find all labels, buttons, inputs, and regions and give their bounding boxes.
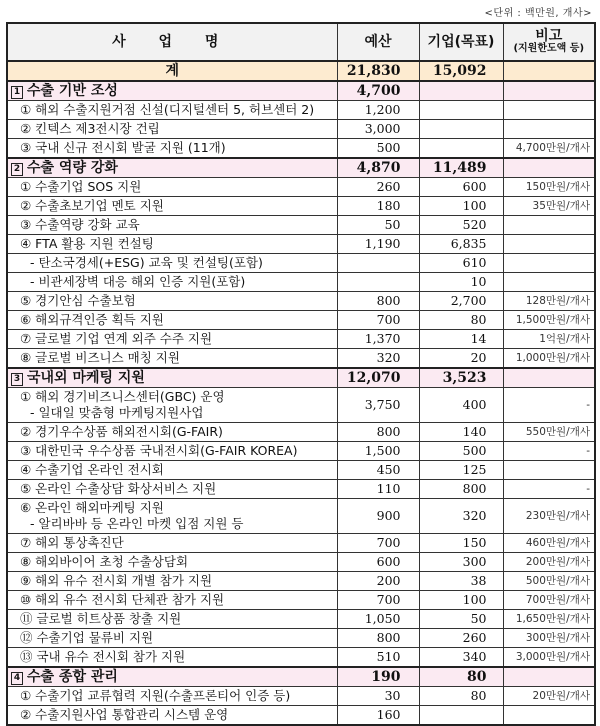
item-name-text: ② 수출초보기업 멘토 지원 — [20, 198, 164, 213]
item-name-text: ⑫ 수출기업 물류비 지원 — [20, 630, 154, 645]
total-label: 계 — [7, 61, 337, 81]
item-note — [503, 254, 595, 273]
item-name-text: ② 경기우수상품 해외전시회(G-FAIR) — [20, 424, 223, 439]
item-budget: 3,000 — [337, 120, 419, 139]
item-name — [7, 101, 337, 120]
item-note: - — [503, 442, 595, 461]
table-header-row — [7, 23, 595, 61]
item-name-text: ① 해외 수출지원거점 신설(디지털센터 5, 허브센터 2) — [20, 102, 315, 117]
item-name — [7, 139, 337, 159]
item-name — [7, 591, 337, 610]
item-note: - — [503, 480, 595, 499]
item-name — [7, 349, 337, 369]
table-row — [7, 139, 595, 159]
item-companies: 125 — [419, 461, 503, 480]
item-name-subline: - 알리바바 등 온라인 마켓 입점 지원 등 — [30, 516, 244, 531]
item-name-text: ⑤ 경기안심 수출보험 — [20, 293, 136, 308]
item-name — [7, 461, 337, 480]
item-note — [503, 216, 595, 235]
item-note: 3,000만원/개사 — [503, 648, 595, 668]
item-name-text: ① 수출기업 SOS 지원 — [20, 179, 142, 194]
item-companies: 520 — [419, 216, 503, 235]
item-name-text: ⑦ 해외 통상촉진단 — [20, 535, 124, 550]
section-title — [7, 81, 337, 101]
table-row — [7, 461, 595, 480]
item-name — [7, 216, 337, 235]
item-companies: 610 — [419, 254, 503, 273]
item-companies: 10 — [419, 273, 503, 292]
item-name — [7, 442, 337, 461]
item-budget: 110 — [337, 480, 419, 499]
item-name — [7, 178, 337, 197]
item-note: 150만원/개사 — [503, 178, 595, 197]
item-name — [7, 197, 337, 216]
header-note-title: 비고 — [535, 28, 563, 44]
section-row — [7, 368, 595, 388]
item-budget: 200 — [337, 572, 419, 591]
item-budget: 30 — [337, 687, 419, 706]
item-note: 300만원/개사 — [503, 629, 595, 648]
item-note: 500만원/개사 — [503, 572, 595, 591]
item-name-text: ③ 대한민국 우수상품 국내전시회(G-FAIR KOREA) — [20, 443, 298, 458]
table-row — [7, 591, 595, 610]
item-name-text: ① 수출기업 교류협력 지원(수출프론티어 인증 등) — [20, 688, 291, 703]
table-row — [7, 254, 595, 273]
item-name — [7, 572, 337, 591]
item-name — [7, 610, 337, 629]
item-companies: 38 — [419, 572, 503, 591]
total-companies: 15,092 — [419, 61, 503, 81]
item-name — [7, 534, 337, 553]
item-budget: 700 — [337, 591, 419, 610]
item-budget: 500 — [337, 139, 419, 159]
item-companies — [419, 101, 503, 120]
section-companies: 80 — [419, 667, 503, 687]
item-name — [7, 311, 337, 330]
item-note — [503, 461, 595, 480]
item-companies: 150 — [419, 534, 503, 553]
section-number-box: 2 — [11, 163, 23, 176]
unit-note: <단위 : 백만원, 개사> — [484, 8, 592, 19]
item-budget: 1,190 — [337, 235, 419, 254]
section-budget: 190 — [337, 667, 419, 687]
item-note: 20만원/개사 — [503, 687, 595, 706]
item-name — [7, 273, 337, 292]
section-row — [7, 81, 595, 101]
item-companies: 6,835 — [419, 235, 503, 254]
table-row — [7, 311, 595, 330]
item-name — [7, 648, 337, 668]
item-name-text: ④ FTA 활용 지원 컨설팅 — [20, 236, 154, 251]
item-budget: 1,050 — [337, 610, 419, 629]
item-note — [503, 235, 595, 254]
header-note-subtitle: (지원한도액 등) — [513, 43, 585, 54]
item-name — [7, 330, 337, 349]
table-row — [7, 178, 595, 197]
table-row — [7, 216, 595, 235]
item-budget: 510 — [337, 648, 419, 668]
item-budget — [337, 273, 419, 292]
section-title-text: 국내외 마케팅 지원 — [27, 370, 145, 386]
item-name-text: ③ 수출역량 강화 교육 — [20, 217, 140, 232]
item-name — [7, 254, 337, 273]
item-budget: 800 — [337, 423, 419, 442]
item-name-text: ⑧ 해외바이어 초청 수출상담회 — [20, 554, 189, 569]
item-companies: 260 — [419, 629, 503, 648]
item-budget: 800 — [337, 629, 419, 648]
item-budget: 800 — [337, 292, 419, 311]
item-companies: 100 — [419, 591, 503, 610]
item-note: 35만원/개사 — [503, 197, 595, 216]
item-name-text: - 탄소국경세(+ESG) 교육 및 컨설팅(포함) — [30, 255, 263, 270]
item-companies — [419, 120, 503, 139]
item-companies: 300 — [419, 553, 503, 572]
table-row — [7, 101, 595, 120]
table-row — [7, 706, 595, 726]
item-budget: 3,750 — [337, 388, 419, 423]
table-row — [7, 423, 595, 442]
item-note: 200만원/개사 — [503, 553, 595, 572]
item-name-text: ③ 국내 신규 전시회 발굴 지원 (11개) — [20, 140, 226, 155]
section-title-text: 수출 종합 관리 — [27, 669, 118, 685]
item-companies: 14 — [419, 330, 503, 349]
total-row — [7, 61, 595, 81]
item-budget: 700 — [337, 311, 419, 330]
item-name-text: ⑦ 글로벌 기업 연계 외주 수주 지원 — [20, 331, 213, 346]
item-budget: 700 — [337, 534, 419, 553]
item-companies: 340 — [419, 648, 503, 668]
item-note: 550만원/개사 — [503, 423, 595, 442]
item-name — [7, 292, 337, 311]
item-name — [7, 629, 337, 648]
item-companies: 600 — [419, 178, 503, 197]
item-budget: 320 — [337, 349, 419, 369]
table-row — [7, 349, 595, 369]
item-budget: 260 — [337, 178, 419, 197]
item-companies: 400 — [419, 388, 503, 423]
section-note — [503, 368, 595, 388]
item-note: 128만원/개사 — [503, 292, 595, 311]
total-budget: 21,830 — [337, 61, 419, 81]
item-note: 4,700만원/개사 — [503, 139, 595, 159]
section-companies — [419, 81, 503, 101]
section-row — [7, 667, 595, 687]
item-name — [7, 499, 337, 534]
item-name — [7, 423, 337, 442]
item-name — [7, 235, 337, 254]
item-budget — [337, 254, 419, 273]
item-note: 1,650만원/개사 — [503, 610, 595, 629]
item-note: 1,000만원/개사 — [503, 349, 595, 369]
item-companies: 2,700 — [419, 292, 503, 311]
section-title — [7, 667, 337, 687]
item-note — [503, 120, 595, 139]
item-companies — [419, 706, 503, 726]
section-title-text: 수출 역량 강화 — [27, 160, 118, 176]
section-number-box: 3 — [11, 373, 23, 386]
header-budget: 예산 — [337, 23, 419, 61]
item-name-subline: - 일대일 맞춤형 마케팅지원사업 — [30, 405, 204, 420]
table-row — [7, 197, 595, 216]
table-row — [7, 388, 595, 423]
section-budget: 4,870 — [337, 158, 419, 178]
table-row — [7, 330, 595, 349]
item-name — [7, 388, 337, 423]
section-budget: 4,700 — [337, 81, 419, 101]
item-name-text: ① 해외 경기비즈니스센터(GBC) 운영 — [20, 389, 225, 404]
table-row — [7, 553, 595, 572]
table-row — [7, 480, 595, 499]
table-row — [7, 442, 595, 461]
item-budget: 50 — [337, 216, 419, 235]
item-budget: 1,500 — [337, 442, 419, 461]
section-title — [7, 368, 337, 388]
item-companies — [419, 139, 503, 159]
item-note — [503, 273, 595, 292]
item-name-text: ⑥ 온라인 해외마케팅 지원 — [20, 500, 164, 515]
header-note — [503, 23, 595, 61]
table-row — [7, 648, 595, 668]
section-title-text: 수출 기반 조성 — [27, 83, 118, 99]
section-note — [503, 667, 595, 687]
item-companies: 320 — [419, 499, 503, 534]
item-budget: 1,370 — [337, 330, 419, 349]
item-name-text: ② 수출지원사업 통합관리 시스템 운영 — [20, 707, 229, 722]
item-name-text: ⑧ 글로벌 비즈니스 매칭 지원 — [20, 350, 180, 365]
section-note — [503, 158, 595, 178]
item-note: 1억원/개사 — [503, 330, 595, 349]
section-companies: 11,489 — [419, 158, 503, 178]
item-budget: 600 — [337, 553, 419, 572]
table-row — [7, 235, 595, 254]
item-name-text: - 비관세장벽 대응 해외 인증 지원(포함) — [30, 274, 246, 289]
item-companies: 80 — [419, 311, 503, 330]
table-row — [7, 534, 595, 553]
table-row — [7, 687, 595, 706]
table-row — [7, 273, 595, 292]
section-budget: 12,070 — [337, 368, 419, 388]
section-title — [7, 158, 337, 178]
item-budget: 450 — [337, 461, 419, 480]
table-row — [7, 499, 595, 534]
item-budget: 180 — [337, 197, 419, 216]
item-name-text: ⑩ 해외 유수 전시회 단체관 참가 지원 — [20, 592, 225, 607]
item-note — [503, 706, 595, 726]
table-row — [7, 120, 595, 139]
item-name — [7, 706, 337, 726]
budget-table — [6, 22, 596, 726]
table-row — [7, 292, 595, 311]
item-budget: 900 — [337, 499, 419, 534]
item-name — [7, 120, 337, 139]
item-note: 230만원/개사 — [503, 499, 595, 534]
item-name-text: ④ 수출기업 온라인 전시회 — [20, 462, 164, 477]
item-companies: 140 — [419, 423, 503, 442]
item-name-text: ⑥ 해외규격인증 획득 지원 — [20, 312, 164, 327]
item-companies: 80 — [419, 687, 503, 706]
section-note — [503, 81, 595, 101]
item-note: 460만원/개사 — [503, 534, 595, 553]
header-companies: 기업(목표) — [419, 23, 503, 61]
item-name-text: ⑪ 글로벌 히트상품 창출 지원 — [20, 611, 182, 626]
item-name-text: ⑨ 해외 유수 전시회 개별 참가 지원 — [20, 573, 213, 588]
item-companies: 20 — [419, 349, 503, 369]
item-companies: 100 — [419, 197, 503, 216]
item-name-text: ⑬ 국내 유수 전시회 참가 지원 — [20, 649, 186, 664]
table-row — [7, 610, 595, 629]
section-companies: 3,523 — [419, 368, 503, 388]
item-companies: 800 — [419, 480, 503, 499]
header-project-name: 사 업 명 — [7, 23, 337, 61]
item-name-text: ⑤ 온라인 수출상담 화상서비스 지원 — [20, 481, 217, 496]
item-note: 700만원/개사 — [503, 591, 595, 610]
item-note — [503, 101, 595, 120]
item-note: - — [503, 388, 595, 423]
item-companies: 50 — [419, 610, 503, 629]
table-row — [7, 572, 595, 591]
item-name — [7, 687, 337, 706]
item-name — [7, 480, 337, 499]
item-companies: 500 — [419, 442, 503, 461]
item-name-text: ② 킨텍스 제3전시장 건립 — [20, 121, 160, 136]
section-row — [7, 158, 595, 178]
table-row — [7, 629, 595, 648]
item-name — [7, 553, 337, 572]
item-note: 1,500만원/개사 — [503, 311, 595, 330]
total-note — [503, 61, 595, 81]
section-number-box: 4 — [11, 672, 23, 685]
section-number-box: 1 — [11, 86, 23, 99]
item-budget: 1,200 — [337, 101, 419, 120]
item-budget: 160 — [337, 706, 419, 726]
